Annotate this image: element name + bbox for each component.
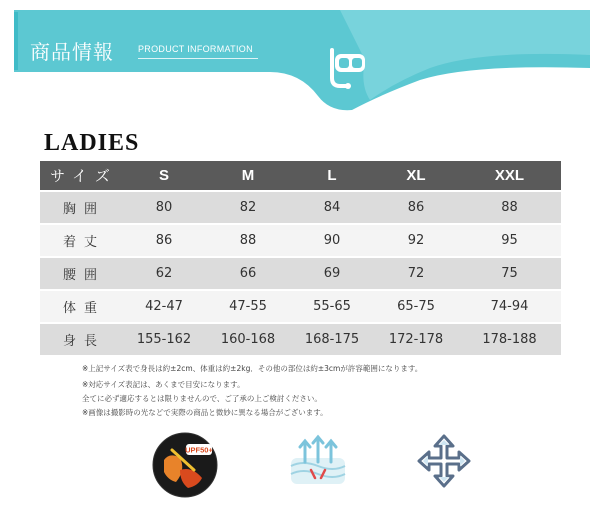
table-cell: 72 — [407, 266, 425, 281]
table-cell: 74-94 — [490, 299, 529, 314]
table-cell: 160-168 — [220, 332, 276, 347]
table-cell: 75 — [501, 266, 518, 281]
size-s: S — [158, 167, 169, 184]
header-underline — [138, 58, 258, 59]
table-cell: 42-47 — [145, 299, 183, 314]
size-m: M — [241, 167, 255, 184]
row-label: 胸囲 — [62, 202, 105, 217]
breathable-fabric-icon — [285, 432, 351, 498]
table-cell: 90 — [323, 233, 341, 248]
table-cell: 88 — [501, 200, 518, 215]
upf50-badge-text: UPF50+ — [185, 445, 213, 455]
size-table — [40, 161, 561, 355]
size-l: L — [327, 167, 337, 184]
table-cell: 66 — [239, 266, 257, 281]
table-cell: 55-65 — [313, 299, 351, 314]
diving-mask-snorkel-icon — [326, 44, 376, 94]
table-cell: 172-178 — [388, 332, 444, 347]
table-cell: 82 — [239, 200, 257, 215]
note-line: ※画像は撮影時の光などで実際の商品と微妙に異なる場合がございます。 — [82, 408, 328, 417]
table-cell: 92 — [407, 233, 425, 248]
header-title: 商品情報 — [30, 40, 114, 64]
row-label: 着丈 — [62, 235, 105, 250]
table-row — [40, 324, 561, 355]
size-xxl: XXL — [494, 167, 525, 184]
table-row — [40, 291, 561, 322]
table-cell: 168-175 — [304, 332, 360, 347]
upf50-sun-protection-icon — [150, 430, 220, 500]
table-row — [40, 258, 561, 289]
size-notes — [82, 362, 552, 420]
table-cell: 80 — [155, 200, 173, 215]
header-banner — [0, 0, 600, 125]
row-label: 腰囲 — [62, 268, 105, 283]
table-cell: 69 — [323, 266, 341, 281]
note-line: ※対応サイズ表記は、あくまで目安になります。 — [82, 380, 245, 389]
note-line: 全てに必ず適応するとは限りませんので、ご了承の上ご検討ください。 — [82, 394, 322, 403]
table-cell: 86 — [155, 233, 173, 248]
table-cell: 88 — [239, 233, 257, 248]
row-label: 身長 — [62, 334, 105, 349]
table-cell: 62 — [155, 266, 173, 281]
note-line: ※上記サイズ表で身長は約±2cm、体重は約±2kg．その他の部位は約±3cmが許容範囲になります。 — [82, 364, 423, 373]
table-cell: 47-55 — [229, 299, 267, 314]
header-label: サイズ — [50, 167, 118, 185]
table-cell: 84 — [323, 200, 341, 215]
four-way-stretch-icon — [415, 432, 473, 490]
table-row — [40, 192, 561, 223]
table-cell: 178-188 — [482, 332, 537, 347]
size-xl: XL — [406, 167, 426, 184]
table-cell: 86 — [407, 200, 425, 215]
table-row — [40, 225, 561, 256]
table-cell: 155-162 — [136, 332, 192, 347]
row-label: 体重 — [62, 301, 105, 316]
table-cell: 65-75 — [397, 299, 435, 314]
header-subtitle: PRODUCT INFORMATION — [138, 44, 253, 54]
table-title: LADIES — [44, 130, 140, 156]
table-cell: 95 — [501, 233, 518, 248]
table-header-row — [40, 161, 561, 190]
